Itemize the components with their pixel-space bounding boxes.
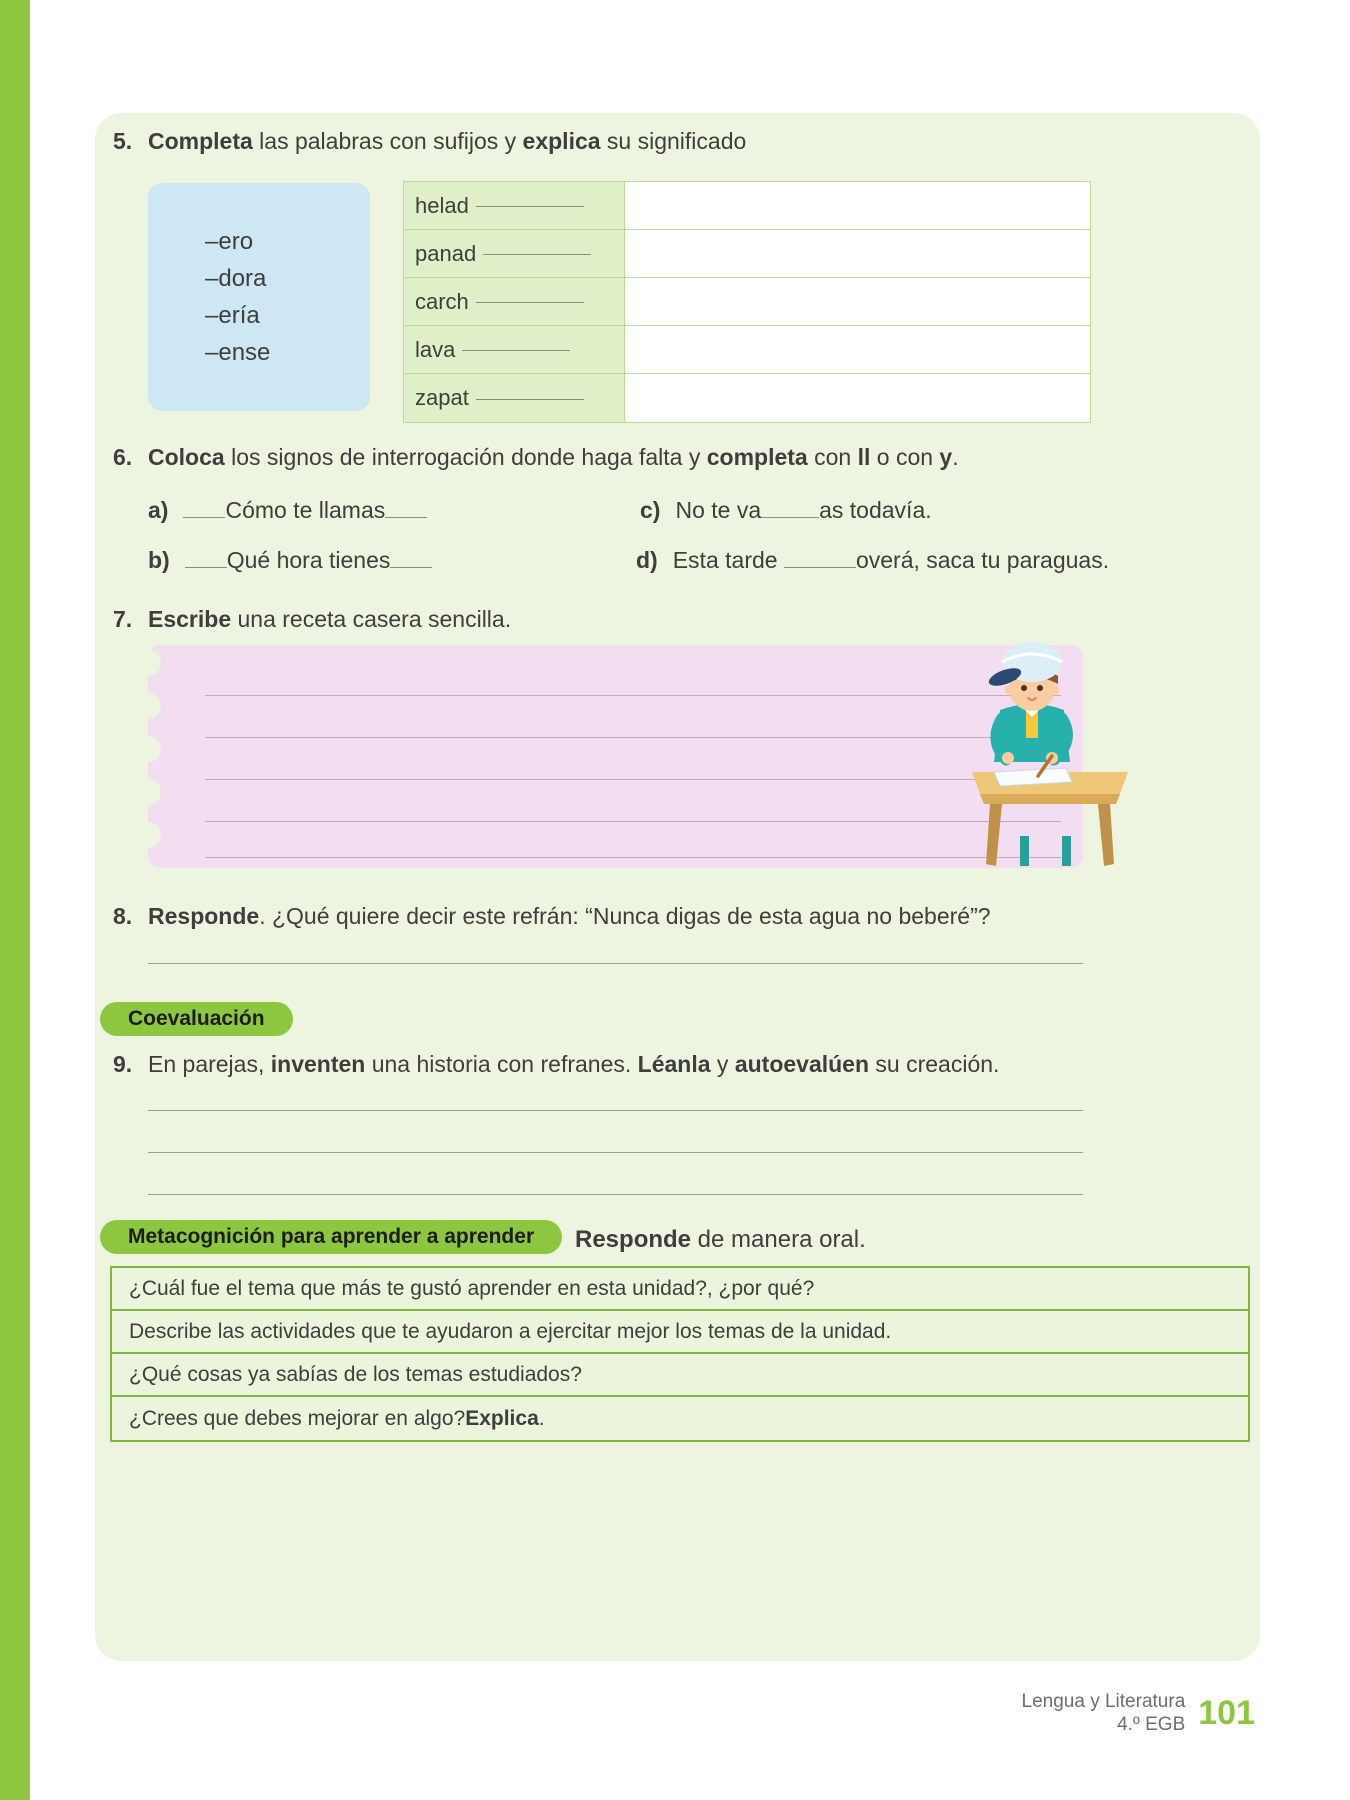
exercise-9-heading bbox=[113, 1051, 999, 1078]
writing-line[interactable] bbox=[205, 779, 1061, 780]
item-text: overá, saca tu paraguas. bbox=[855, 547, 1110, 573]
heading-text: . bbox=[952, 444, 959, 470]
table-row bbox=[404, 278, 1090, 326]
question-row bbox=[112, 1354, 1248, 1397]
item-text: as todavía. bbox=[819, 497, 932, 523]
heading-text: una receta casera sencilla. bbox=[231, 606, 512, 632]
instruction-bold: Responde bbox=[575, 1226, 692, 1253]
fill-in-blank[interactable] bbox=[390, 565, 432, 568]
item-label: c) bbox=[640, 497, 661, 523]
page-number: 101 bbox=[1198, 1694, 1255, 1732]
question-text: ¿Crees que debes mejorar en algo? bbox=[129, 1406, 466, 1430]
page-edge-strip bbox=[0, 0, 30, 1800]
item-text: Cómo te llamas bbox=[225, 497, 386, 523]
exercise-number: 7. bbox=[113, 606, 133, 632]
question-text: ¿Cuál fue el tema que más te gustó aprender en esta unidad?, ¿por qué? bbox=[129, 1276, 815, 1300]
heading-text: una historia con refranes. bbox=[365, 1051, 638, 1077]
item-text: Qué hora tienes bbox=[226, 547, 391, 573]
word-cell bbox=[404, 230, 625, 277]
heading-text: las palabras con sufijos y bbox=[252, 128, 523, 154]
item-text: Esta tarde bbox=[672, 547, 784, 573]
item-label: d) bbox=[636, 547, 658, 573]
spiral-hole bbox=[135, 822, 161, 848]
item-label: a) bbox=[148, 497, 169, 523]
word-stem: helad bbox=[415, 192, 469, 218]
question-row bbox=[112, 1268, 1248, 1311]
answer-cell[interactable] bbox=[625, 278, 1090, 325]
footer-grade: 4.º EGB bbox=[1117, 1714, 1186, 1735]
suffix-item: –dora bbox=[205, 264, 267, 292]
fill-in-blank[interactable] bbox=[462, 348, 570, 351]
question-text: ¿Qué cosas ya sabías de los temas estudiados? bbox=[129, 1362, 582, 1386]
exercise-6-item-a bbox=[148, 497, 427, 524]
answer-line[interactable] bbox=[148, 1110, 1083, 1111]
recipe-writing-paper[interactable] bbox=[148, 645, 1083, 868]
spiral-hole bbox=[135, 693, 161, 719]
exercise-number: 9. bbox=[113, 1051, 133, 1077]
writing-line[interactable] bbox=[205, 857, 1061, 858]
heading-text: . ¿Qué quiere decir este refrán: “Nunca digas de esta agua no beberé”? bbox=[259, 903, 991, 929]
question-row bbox=[112, 1397, 1248, 1440]
heading-text: o con bbox=[870, 444, 940, 470]
suffix-completion-table bbox=[403, 181, 1091, 423]
answer-cell[interactable] bbox=[625, 182, 1090, 229]
metacognicion-badge bbox=[100, 1220, 562, 1254]
word-cell bbox=[404, 182, 625, 229]
exercise-6-item-d bbox=[636, 547, 1109, 574]
answer-cell[interactable] bbox=[625, 326, 1090, 373]
heading-bold: Responde bbox=[148, 903, 260, 929]
table-row bbox=[404, 182, 1090, 230]
question-text: . bbox=[538, 1406, 545, 1430]
table-row bbox=[404, 326, 1090, 374]
heading-text: su significado bbox=[600, 128, 747, 154]
answer-line[interactable] bbox=[148, 1194, 1083, 1195]
table-row bbox=[404, 230, 1090, 278]
writing-line[interactable] bbox=[205, 821, 1061, 822]
table-row bbox=[404, 374, 1090, 422]
heading-bold: y bbox=[939, 444, 953, 470]
heading-bold: Escribe bbox=[148, 606, 232, 632]
exercise-number: 5. bbox=[113, 128, 133, 154]
item-label: b) bbox=[148, 547, 170, 573]
metacognition-questions-table bbox=[110, 1266, 1250, 1442]
heading-bold: ll bbox=[857, 444, 871, 470]
heading-bold: Coloca bbox=[148, 444, 225, 470]
spiral-hole bbox=[135, 736, 161, 762]
word-stem: panad bbox=[415, 240, 477, 266]
badge-label: Metacognición para aprender a aprender bbox=[128, 1225, 535, 1248]
spiral-hole bbox=[135, 650, 161, 676]
footer-subject: Lengua y Literatura bbox=[1021, 1691, 1186, 1712]
footer-subject-grade bbox=[1022, 1690, 1186, 1736]
suffix-item: –ero bbox=[205, 227, 254, 255]
word-cell bbox=[404, 326, 625, 373]
word-stem: carch bbox=[415, 288, 469, 314]
page-footer bbox=[1022, 1690, 1255, 1736]
heading-text: con bbox=[807, 444, 858, 470]
exercise-7-heading bbox=[113, 606, 511, 633]
coevaluacion-badge bbox=[100, 1002, 293, 1036]
word-cell bbox=[404, 374, 625, 422]
fill-in-blank[interactable] bbox=[385, 515, 427, 518]
question-row bbox=[112, 1311, 1248, 1354]
fill-in-blank[interactable] bbox=[476, 300, 584, 303]
answer-line[interactable] bbox=[148, 1152, 1083, 1153]
fill-in-blank[interactable] bbox=[784, 565, 856, 568]
suffix-item: –ería bbox=[205, 301, 260, 329]
exercise-8-heading bbox=[113, 903, 991, 930]
exercise-6-heading bbox=[113, 444, 959, 471]
heading-bold: Completa bbox=[148, 128, 253, 154]
answer-line[interactable] bbox=[148, 963, 1083, 964]
word-cell bbox=[404, 278, 625, 325]
badge-label: Coevaluación bbox=[128, 1007, 265, 1030]
fill-in-blank[interactable] bbox=[483, 252, 591, 255]
fill-in-blank[interactable] bbox=[761, 515, 819, 518]
word-stem: lava bbox=[415, 336, 456, 362]
heading-text: los signos de interrogación donde haga falta y bbox=[224, 444, 707, 470]
question-bold: Explica bbox=[465, 1406, 539, 1430]
heading-bold: explica bbox=[522, 128, 601, 154]
exercise-number: 6. bbox=[113, 444, 133, 470]
exercise-6-item-c bbox=[640, 497, 932, 524]
answer-cell[interactable] bbox=[625, 374, 1090, 422]
writing-line[interactable] bbox=[205, 737, 1061, 738]
question-text: Describe las actividades que te ayudaron a ejercitar mejor los temas de la unidad. bbox=[129, 1319, 892, 1343]
fill-in-blank[interactable] bbox=[476, 204, 584, 207]
exercise-5-heading bbox=[113, 128, 746, 155]
item-text: No te va bbox=[675, 497, 762, 523]
heading-bold: autoevalúen bbox=[734, 1051, 870, 1077]
fill-in-blank[interactable] bbox=[185, 565, 227, 568]
exercise-6-item-b bbox=[148, 547, 432, 574]
exercise-number: 8. bbox=[113, 903, 133, 929]
suffix-box bbox=[148, 183, 370, 411]
fill-in-blank[interactable] bbox=[476, 397, 584, 400]
answer-cell[interactable] bbox=[625, 230, 1090, 277]
writing-line[interactable] bbox=[205, 695, 1061, 696]
word-stem: zapat bbox=[415, 385, 469, 410]
heading-text: y bbox=[710, 1051, 735, 1077]
heading-bold: Léanla bbox=[637, 1051, 711, 1077]
boy-writing-illustration bbox=[950, 622, 1135, 870]
instruction-text: de manera oral. bbox=[691, 1226, 866, 1253]
spiral-hole bbox=[135, 779, 161, 805]
fill-in-blank[interactable] bbox=[183, 515, 225, 518]
metacognicion-instruction bbox=[575, 1226, 866, 1254]
heading-text: En parejas, bbox=[148, 1051, 271, 1077]
heading-text: su creación. bbox=[869, 1051, 1000, 1077]
heading-bold: completa bbox=[706, 444, 808, 470]
suffix-item: –ense bbox=[205, 338, 271, 366]
heading-bold: inventen bbox=[270, 1051, 366, 1077]
